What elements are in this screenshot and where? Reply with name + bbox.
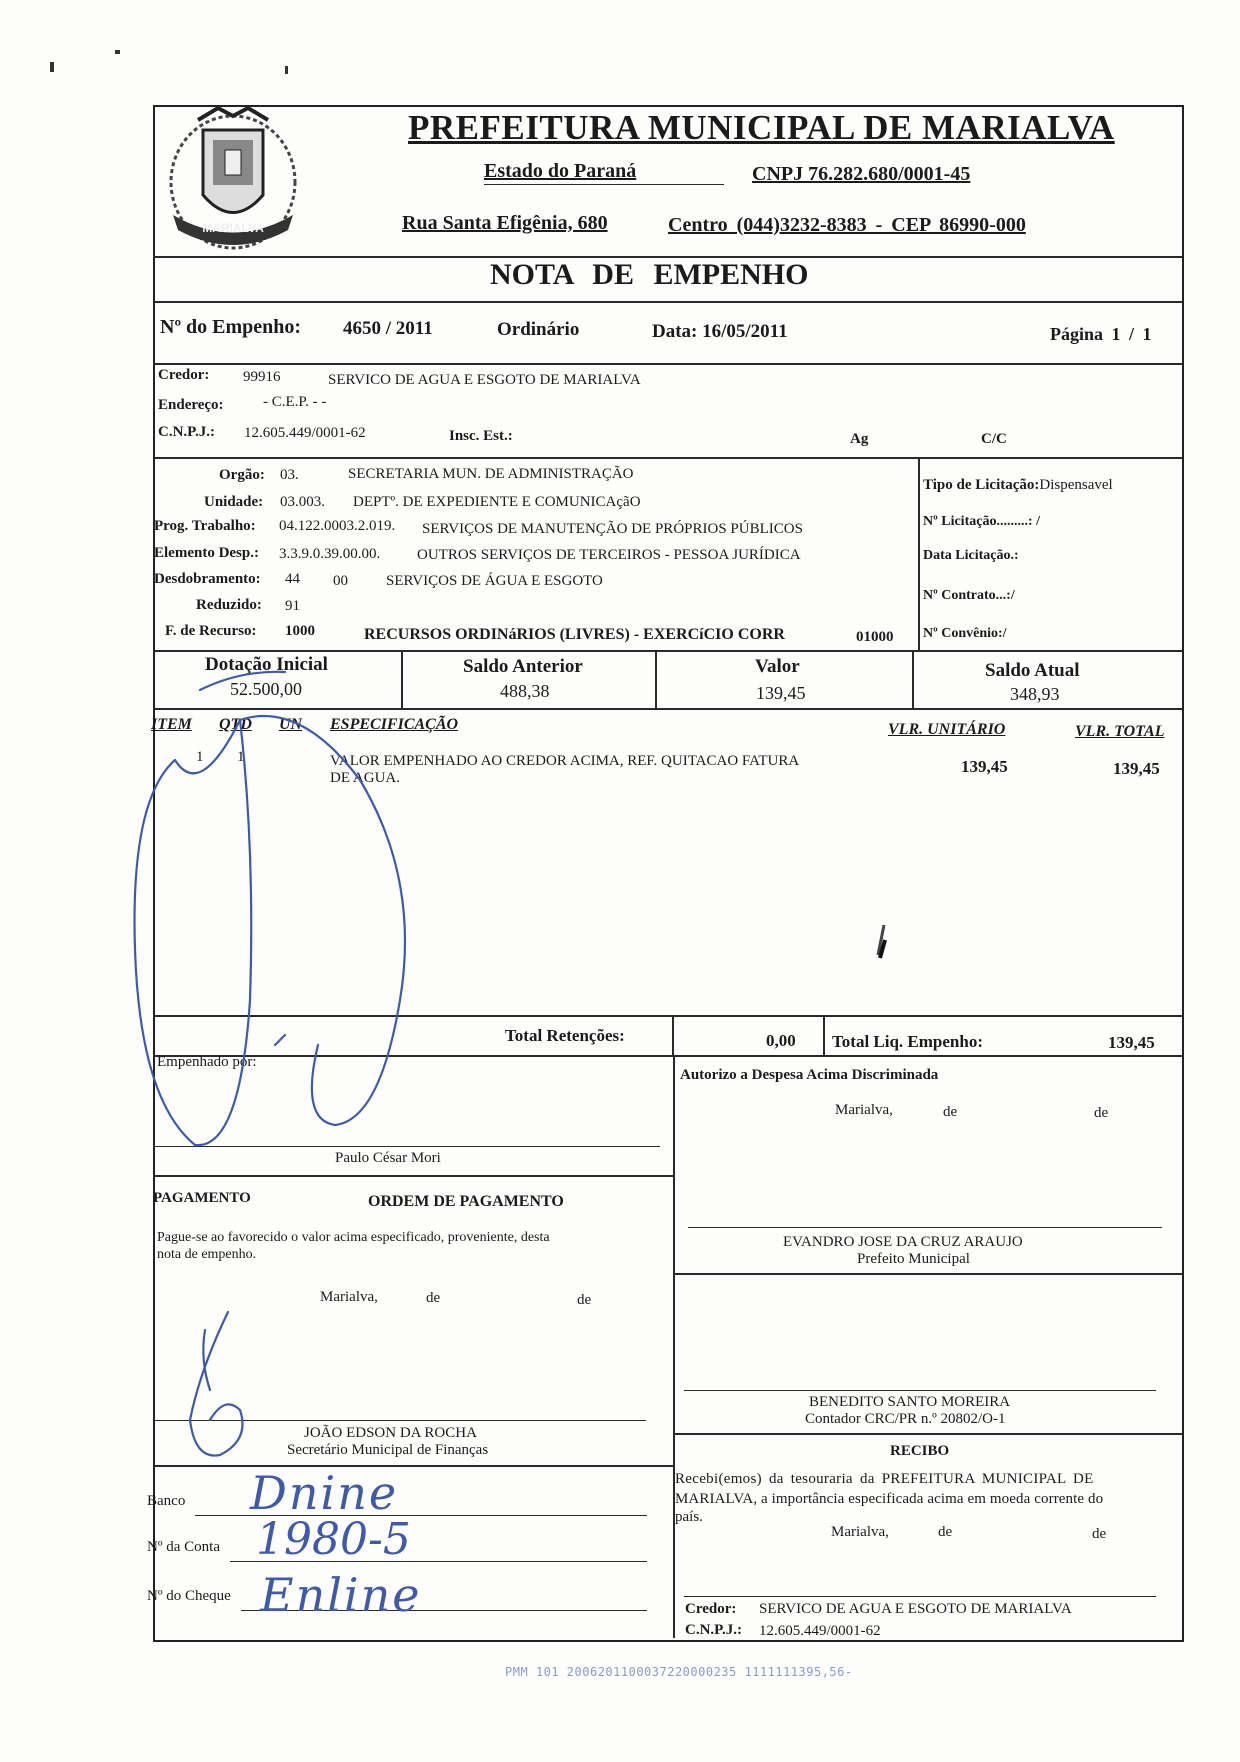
cheque-label: Nº do Cheque <box>147 1588 231 1604</box>
licitacao-tipo-label <box>923 477 1113 494</box>
reduzido-value: 91 <box>285 598 300 614</box>
autorizo-de1: de <box>943 1104 958 1120</box>
contador-role: Contador CRC/PR n.º 20802/O-1 <box>805 1411 1006 1427</box>
unidade-code: 03.003. <box>280 494 325 510</box>
credor-cnpj-value: 12.605.449/0001-62 <box>244 425 366 441</box>
page-number: Página 1 / 1 <box>1050 324 1152 344</box>
prefeito-role: Prefeito Municipal <box>857 1251 970 1267</box>
licitacao-numero: Nº Licitação.........: / <box>923 514 1040 529</box>
elem-label: Elemento Desp.: <box>154 545 259 561</box>
licitacao-data: Data Licitação.: <box>923 548 1019 563</box>
conta-handwritten: 1980-5 <box>256 1514 411 1565</box>
scan-speck <box>285 66 288 74</box>
cc-label: C/C <box>981 431 1007 447</box>
scan-speck <box>50 62 54 72</box>
recibo-de2: de <box>1092 1526 1107 1542</box>
address-value: - C.E.P. - - <box>263 394 327 410</box>
state-label: Estado do Paraná <box>484 160 637 182</box>
contrato-number: Nº Contrato...:/ <box>923 588 1015 603</box>
elem-code: 3.3.9.0.39.00.00. <box>279 546 381 562</box>
elem-desc: OUTROS SERVIÇOS DE TERCEIROS - PESSOA JURÍDICA <box>417 547 801 563</box>
recurso-label: F. de Recurso: <box>165 623 257 639</box>
credor-code: 99916 <box>243 369 281 385</box>
pagamento-text-1: Pague-se ao favorecido o valor acima especificado, proveniente, desta <box>157 1230 550 1245</box>
page-title: PREFEITURA MUNICIPAL DE MARIALVA <box>408 108 1115 147</box>
recurso-num: 01000 <box>856 629 894 645</box>
ordem-pagamento-label: ORDEM DE PAGAMENTO <box>368 1193 564 1210</box>
dotacao-value: 52.500,00 <box>230 679 302 699</box>
street-label: Rua Santa Efigênia, 680 <box>402 212 608 234</box>
autorizo-text: Autorizo a Despesa Acima Discriminada <box>680 1067 939 1083</box>
secretario-role: Secretário Municipal de Finanças <box>287 1442 489 1458</box>
dotacao-label: Dotação Inicial <box>205 654 328 675</box>
credor-name: SERVICO DE AGUA E ESGOTO DE MARIALVA <box>328 372 641 388</box>
document-title: NOTA DE EMPENHO <box>490 258 809 291</box>
recibo-de1: de <box>938 1524 953 1540</box>
retencoes-label: Total Retenções: <box>505 1026 625 1045</box>
col-un: UN <box>279 716 303 733</box>
pagamento-text-2: nota de empenho. <box>157 1247 257 1262</box>
total-liq-value: 139,45 <box>1108 1033 1155 1052</box>
item-desc-line2: DE AGUA. <box>330 770 400 786</box>
empenho-date: Data: 16/05/2011 <box>652 321 788 342</box>
prog-desc: SERVIÇOS DE MANUTENÇÃO DE PRÓPRIOS PÚBLICOS <box>422 521 803 537</box>
desdob-label: Desdobramento: <box>154 571 261 587</box>
contact-label: Centro (044)3232-8383 - CEP 86990-000 <box>668 214 1026 236</box>
unidade-label: Unidade: <box>204 494 264 510</box>
empenho-kind: Ordinário <box>497 319 580 340</box>
credor-label: Credor: <box>158 367 210 383</box>
recibo-line-1: Recebi(emos) da tesouraria da PREFEITURA MUNICIPAL DE <box>675 1471 1094 1487</box>
footer-code: PMM 101 2006201100037220000235 1111111395,56- <box>505 1665 853 1679</box>
col-total: VLR. TOTAL <box>1075 723 1165 740</box>
recibo-cnpj-label: C.N.P.J.: <box>685 1622 742 1638</box>
recurso-desc: RECURSOS ORDINáRIOS (LIVRES) - EXERCíCIO CORR <box>364 626 785 643</box>
item-qtd: 1 <box>237 749 245 765</box>
empenhado-name: Paulo César Mori <box>335 1150 441 1166</box>
orgao-label: Orgão: <box>219 467 265 483</box>
scan-speck <box>115 50 120 54</box>
recibo-line-3: país. <box>675 1509 703 1525</box>
licitacao-tipo-value: Dispensavel <box>1039 477 1113 493</box>
pagamento-label: PAGAMENTO <box>153 1190 251 1206</box>
pagamento-de1: de <box>426 1290 441 1306</box>
empenho-label: Nº do Empenho: <box>160 316 302 338</box>
address-label: Endereço: <box>158 397 224 413</box>
saldo-anterior-label: Saldo Anterior <box>463 656 583 677</box>
credor-cnpj-label: C.N.P.J.: <box>158 424 215 440</box>
recibo-cnpj-value: 12.605.449/0001-62 <box>759 1623 881 1639</box>
col-espec: ESPECIFICAÇÃO <box>330 716 459 733</box>
ag-label: Ag <box>850 431 869 447</box>
autorizo-de2: de <box>1094 1105 1109 1121</box>
licitacao-tipo-text: Tipo de Licitação: <box>923 477 1040 493</box>
retencoes-value: 0,00 <box>766 1031 796 1050</box>
item-unit-value: 139,45 <box>961 757 1008 776</box>
empenhado-label: Empenhado por: <box>157 1054 257 1070</box>
recibo-line-2: MARIALVA, a importância especificada acima em moeda corrente do <box>675 1491 1104 1507</box>
prog-label: Prog. Trabalho: <box>154 518 256 534</box>
valor-label: Valor <box>755 656 800 677</box>
item-desc-line1: VALOR EMPENHADO AO CREDOR ACIMA, REF. QUITACAO FATURA <box>330 753 800 769</box>
cnpj-label: CNPJ 76.282.680/0001-45 <box>752 163 971 185</box>
valor-value: 139,45 <box>756 683 806 703</box>
cheque-handwritten: Enline <box>260 1568 422 1622</box>
orgao-code: 03. <box>280 467 299 483</box>
secretario-name: JOÃO EDSON DA ROCHA <box>304 1425 477 1441</box>
desdob-code: 44 <box>285 571 300 587</box>
banco-label: Banco <box>147 1493 186 1509</box>
recibo-city: Marialva, <box>831 1524 889 1540</box>
recibo-credor-label: Credor: <box>685 1601 737 1617</box>
conta-label: Nº da Conta <box>147 1539 220 1555</box>
autorizo-city: Marialva, <box>835 1102 893 1118</box>
total-liq-label: Total Liq. Empenho: <box>832 1032 983 1051</box>
banco-handwritten: Dnine <box>250 1466 399 1520</box>
prefeito-name: EVANDRO JOSE DA CRUZ ARAUJO <box>783 1234 1023 1250</box>
reduzido-label: Reduzido: <box>196 597 262 613</box>
col-unit: VLR. UNITÁRIO <box>888 721 1006 738</box>
unidade-desc: DEPTº. DE EXPEDIENTE E COMUNICAçãO <box>353 494 641 510</box>
col-qtd: QTD <box>219 716 252 733</box>
item-total-value: 139,45 <box>1113 759 1160 778</box>
saldo-atual-value: 348,93 <box>1010 684 1060 704</box>
recibo-title: RECIBO <box>890 1443 950 1459</box>
col-item: ITEM <box>151 716 192 733</box>
prog-code: 04.122.0003.2.019. <box>279 518 396 534</box>
empenho-number: 4650 / 2011 <box>343 318 433 339</box>
item-number: 1 <box>196 749 204 765</box>
pagamento-de2: de <box>577 1292 592 1308</box>
desdob-sub: 00 <box>333 573 348 589</box>
municipal-crest <box>158 100 308 260</box>
contador-name: BENEDITO SANTO MOREIRA <box>809 1394 1011 1410</box>
convenio-number: Nº Convênio:/ <box>923 626 1007 641</box>
orgao-desc: SECRETARIA MUN. DE ADMINISTRAÇÃO <box>348 466 634 482</box>
insc-label: Insc. Est.: <box>449 428 513 444</box>
crest-banner-text: MARIALVA <box>202 221 264 235</box>
desdob-desc: SERVIÇOS DE ÁGUA E ESGOTO <box>386 573 603 589</box>
saldo-anterior-value: 488,38 <box>500 681 550 701</box>
saldo-atual-label: Saldo Atual <box>985 660 1080 681</box>
recibo-credor-name: SERVICO DE AGUA E ESGOTO DE MARIALVA <box>759 1601 1072 1617</box>
recurso-code: 1000 <box>285 623 315 639</box>
pagamento-city: Marialva, <box>320 1289 378 1305</box>
